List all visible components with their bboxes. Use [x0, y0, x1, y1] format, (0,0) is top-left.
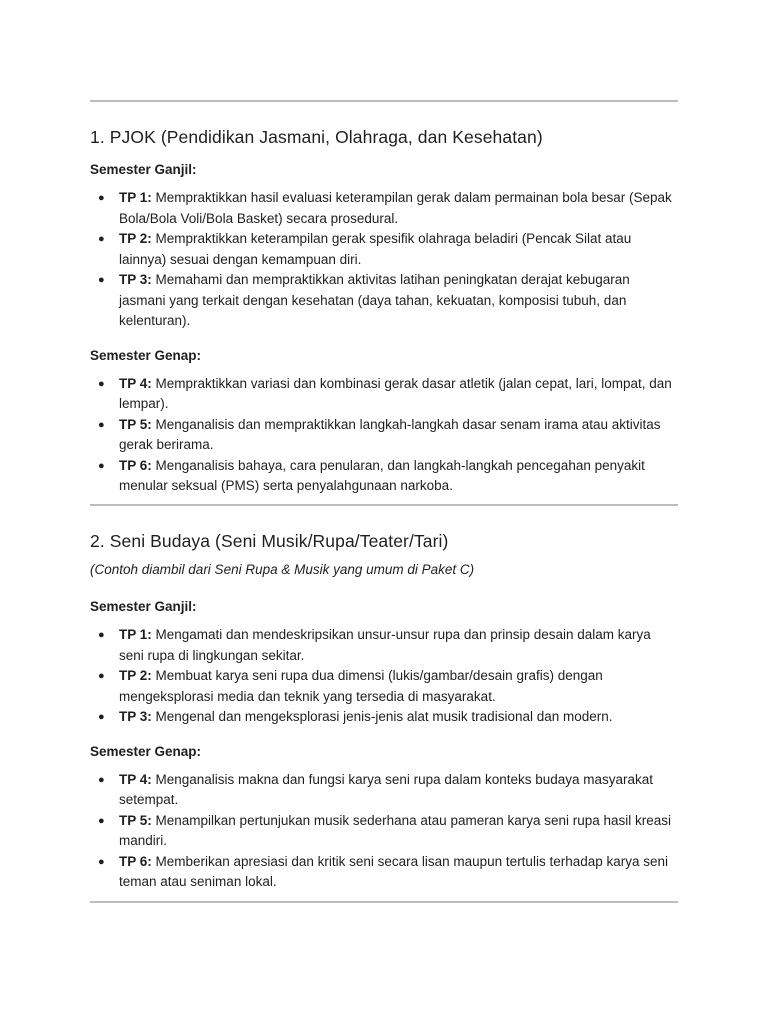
- list-item: ● TP 2: Mempraktikkan keterampilan gerak spesifik olahraga beladiri (Pencak Silat atau lainnya) sesuai dengan kemampuan diri.: [98, 231, 632, 267]
- section-note: (Contoh diambil dari Seni Rupa & Musik yang umum di Paket C): [90, 562, 475, 577]
- bullet-icon: ●: [98, 855, 105, 868]
- tp-list: [90, 374, 678, 497]
- bullet-icon: ●: [98, 711, 105, 723]
- tp-list: [90, 625, 678, 728]
- bullet-icon: ●: [98, 629, 105, 641]
- semester-label: Semester Ganjil:: [90, 599, 197, 614]
- list-item: ● TP 4: Menganalisis makna dan fungsi karya seni rupa dalam konteks budaya masyarakat setempat.: [98, 771, 654, 807]
- tp-list: [90, 770, 678, 893]
- bullet-icon: ●: [98, 377, 105, 390]
- tp-list: [90, 188, 678, 332]
- list-item: ● TP 1: Mempraktikkan hasil evaluasi keterampilan gerak dalam permainan bola besar (Sepak Bola/Bola Voli/Bola Basket) secara prosedural.: [98, 190, 672, 226]
- horizontal-divider: [90, 901, 678, 903]
- section-heading: 2. Seni Budaya (Seni Musik/Rupa/Teater/Tari): [90, 531, 449, 551]
- list-item: ● TP 6: Memberikan apresiasi dan kritik seni secara lisan maupun tertulis terhadap karya seni teman atau seniman lokal.: [98, 853, 669, 889]
- semester-label: Semester Genap:: [90, 347, 202, 363]
- section-pjok: [90, 126, 678, 497]
- list-item: ● TP 3: Memahami dan mempraktikkan aktivitas latihan peningkatan derajat kebugaran jasmani yang terkait dengan kesehatan (daya tahan, kekuatan, komposisi tubuh, dan kelenturan).: [98, 272, 630, 328]
- semester-label: Semester Genap:: [90, 743, 202, 759]
- list-item: ● TP 1: Mengamati dan mendeskripsikan unsur-unsur rupa dan prinsip desain dalam karya seni rupa di lingkungan sekitar.: [98, 627, 651, 663]
- bullet-icon: ●: [98, 814, 105, 827]
- horizontal-divider: [90, 100, 678, 102]
- bullet-icon: ●: [98, 233, 105, 245]
- list-item: ● TP 3: Mengenal dan mengeksplorasi jenis-jenis alat musik tradisional dan modern.: [90, 707, 678, 728]
- semester-label: Semester Ganjil:: [90, 162, 197, 177]
- section-heading: 1. PJOK (Pendidikan Jasmani, Olahraga, dan Kesehatan): [90, 127, 543, 147]
- section-seni-budaya: [90, 530, 678, 893]
- horizontal-divider: [90, 504, 678, 506]
- bullet-icon: ●: [98, 274, 105, 286]
- bullet-icon: ●: [98, 418, 105, 431]
- bullet-icon: ●: [98, 773, 105, 786]
- bullet-icon: ●: [98, 192, 105, 204]
- bullet-icon: ●: [98, 459, 105, 472]
- list-item: ● TP 4: Mempraktikkan variasi dan kombinasi gerak dasar atletik (jalan cepat, lari, lompat, dan lempar).: [98, 375, 672, 411]
- list-item: ● TP 5: Menganalisis dan mempraktikkan langkah-langkah dasar senam irama atau aktivitas gerak berirama.: [98, 416, 661, 452]
- list-item: ● TP 5: Menampilkan pertunjukan musik sederhana atau pameran karya seni rupa hasil kreasi mandiri.: [98, 812, 672, 848]
- list-item: ● TP 2: Membuat karya seni rupa dua dimensi (lukis/gambar/desain grafis) dengan mengeksplorasi media dan teknik yang tersedia di masyarakat.: [98, 668, 603, 704]
- list-item: ● TP 6: Menganalisis bahaya, cara penularan, dan langkah-langkah pencegahan penyakit menular seksual (PMS) serta penyalahgunaan narkoba.: [98, 457, 645, 493]
- bullet-icon: ●: [98, 670, 105, 682]
